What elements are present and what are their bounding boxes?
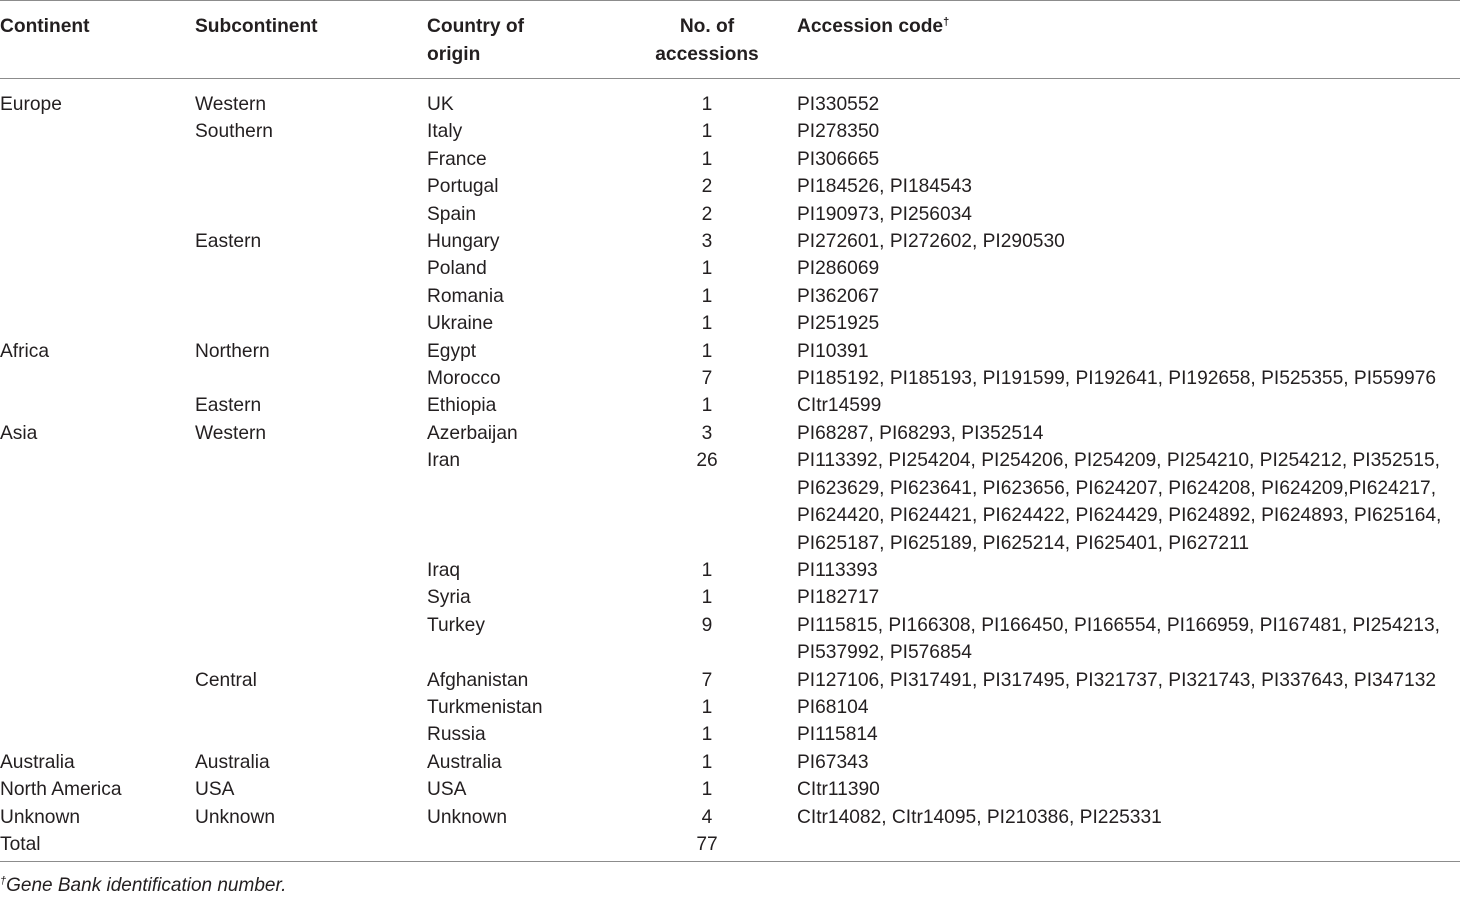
cell-accession-codes: PI68287, PI68293, PI352514 xyxy=(797,422,1044,444)
cell-continent xyxy=(0,392,195,419)
cell-continent xyxy=(0,283,195,310)
table-row xyxy=(0,201,1460,228)
cell-accession-count: 3 xyxy=(701,422,713,444)
table-row xyxy=(0,173,1460,200)
cell-accession-count: 1 xyxy=(701,779,713,801)
cell-country: Iran xyxy=(427,450,461,472)
cell-subcontinent xyxy=(195,721,427,748)
cell-subcontinent xyxy=(195,201,427,228)
cell-accession-codes: PI182717 xyxy=(797,587,880,609)
cell-continent xyxy=(0,584,195,611)
table-row xyxy=(0,283,1460,310)
cell-accession-codes: PI10391 xyxy=(797,340,869,362)
table-row xyxy=(0,694,1460,721)
cell-country: Turkey xyxy=(427,614,485,636)
cell-subcontinent xyxy=(195,584,427,611)
table-row xyxy=(0,79,1460,119)
cell-continent: Total xyxy=(0,833,41,855)
table-row xyxy=(0,392,1460,419)
cell-country: Spain xyxy=(427,203,477,225)
header-code-mark: † xyxy=(943,16,950,28)
cell-accession-codes: PI190973, PI256034 xyxy=(797,203,972,225)
cell-country: Ukraine xyxy=(427,313,494,335)
cell-accession-codes: PI68104 xyxy=(797,696,869,718)
cell-accession-codes xyxy=(797,831,1460,862)
cell-country: Turkmenistan xyxy=(427,696,543,718)
cell-accession-codes: CItr14082, CItr14095, PI210386, PI225331 xyxy=(797,806,1162,828)
cell-country: Iraq xyxy=(427,559,461,581)
cell-subcontinent: Australia xyxy=(195,751,270,773)
header-country-line2: origin xyxy=(427,43,481,65)
table-row xyxy=(0,447,1460,557)
cell-accession-count: 7 xyxy=(701,669,713,691)
cell-subcontinent: Central xyxy=(195,669,257,691)
cell-subcontinent: Western xyxy=(195,94,267,115)
header-code xyxy=(797,1,1460,79)
table-header xyxy=(0,1,1460,79)
cell-continent xyxy=(0,721,195,748)
table-row xyxy=(0,255,1460,282)
cell-accession-count: 1 xyxy=(701,724,713,746)
cell-subcontinent: Eastern xyxy=(195,231,262,253)
table-row xyxy=(0,310,1460,337)
table-row xyxy=(0,749,1460,776)
header-accessions-line1: No. of xyxy=(679,16,735,37)
cell-accession-codes: PI306665 xyxy=(797,148,880,170)
footnote-mark: † xyxy=(0,875,7,887)
cell-continent xyxy=(0,255,195,282)
table-row xyxy=(0,584,1460,611)
cell-continent xyxy=(0,173,195,200)
cell-accession-count: 1 xyxy=(701,751,713,773)
cell-accession-count: 1 xyxy=(701,258,713,280)
cell-subcontinent: Southern xyxy=(195,121,273,143)
cell-continent: Unknown xyxy=(0,806,80,828)
cell-subcontinent xyxy=(195,146,427,173)
cell-accession-codes: PI278350 xyxy=(797,121,880,143)
cell-country: Unknown xyxy=(427,806,507,828)
cell-accession-count: 1 xyxy=(701,587,713,609)
table-row xyxy=(0,118,1460,145)
cell-country xyxy=(427,831,617,862)
cell-country: Azerbaijan xyxy=(427,422,518,444)
cell-subcontinent: Unknown xyxy=(195,806,275,828)
cell-accession-count: 1 xyxy=(701,313,713,335)
cell-continent xyxy=(0,447,195,557)
cell-accession-count: 3 xyxy=(701,231,713,253)
cell-continent: Europe xyxy=(0,94,62,115)
cell-accession-codes: PI115814 xyxy=(797,724,878,746)
header-accessions xyxy=(617,1,797,79)
cell-country: Italy xyxy=(427,121,463,143)
cell-accession-codes: PI330552 xyxy=(797,94,880,115)
cell-continent xyxy=(0,667,195,694)
cell-subcontinent xyxy=(195,557,427,584)
cell-continent xyxy=(0,201,195,228)
cell-accession-codes: CItr11390 xyxy=(797,779,880,801)
header-subcontinent: Subcontinent xyxy=(195,16,318,37)
cell-subcontinent xyxy=(195,612,427,667)
cell-accession-codes: PI113392, PI254204, PI254206, PI254209, PI254210, PI254212, PI352515, PI623629, PI623641, PI623656, PI624207, PI624208, PI624209,PI624217, PI624420, PI624421, PI624422, PI624429, PI624892, PI624893, PI625164, PI625187, PI625189, PI625214, PI625401, PI627211 xyxy=(797,450,1442,554)
table-row xyxy=(0,228,1460,255)
cell-accession-codes: PI115815, PI166308, PI166450, PI166554, PI166959, PI167481, PI254213, PI537992, PI576854 xyxy=(797,614,1440,664)
cell-subcontinent xyxy=(195,173,427,200)
cell-continent: Asia xyxy=(0,422,38,444)
footnote xyxy=(0,874,286,898)
cell-accession-codes: PI362067 xyxy=(797,285,880,307)
cell-country: Egypt xyxy=(427,340,477,362)
cell-accession-codes: PI127106, PI317491, PI317495, PI321737, PI321743, PI337643, PI347132 xyxy=(797,669,1437,691)
table-row xyxy=(0,338,1460,365)
cell-subcontinent xyxy=(195,255,427,282)
cell-subcontinent xyxy=(195,447,427,557)
cell-subcontinent xyxy=(195,365,427,392)
cell-accession-count: 77 xyxy=(696,833,718,855)
cell-continent: Australia xyxy=(0,751,75,773)
cell-continent: Africa xyxy=(0,340,50,362)
table-row xyxy=(0,667,1460,694)
cell-accession-codes: PI272601, PI272602, PI290530 xyxy=(797,231,1065,253)
cell-accession-count: 1 xyxy=(701,94,713,115)
cell-accession-count: 7 xyxy=(701,368,713,390)
cell-subcontinent xyxy=(195,694,427,721)
cell-accession-count: 9 xyxy=(701,614,713,636)
cell-continent xyxy=(0,146,195,173)
table-row xyxy=(0,557,1460,584)
cell-accession-count: 1 xyxy=(701,121,713,143)
table-row xyxy=(0,776,1460,803)
cell-continent xyxy=(0,228,195,255)
header-row xyxy=(0,1,1460,79)
cell-continent xyxy=(0,365,195,392)
cell-continent xyxy=(0,310,195,337)
table-row xyxy=(0,146,1460,173)
table-row xyxy=(0,365,1460,392)
table-body xyxy=(0,79,1460,862)
cell-accession-codes: PI113393 xyxy=(797,559,878,581)
cell-continent xyxy=(0,118,195,145)
cell-subcontinent xyxy=(195,283,427,310)
cell-subcontinent xyxy=(195,310,427,337)
header-code-label: Accession code xyxy=(797,16,944,37)
cell-country: France xyxy=(427,148,487,170)
cell-accession-count: 1 xyxy=(701,559,713,581)
cell-accession-count: 26 xyxy=(696,450,718,472)
cell-accession-count: 1 xyxy=(701,340,713,362)
cell-accession-count: 1 xyxy=(701,285,713,307)
cell-accession-codes: PI184526, PI184543 xyxy=(797,176,972,198)
cell-country: UK xyxy=(427,94,454,115)
cell-country: Portugal xyxy=(427,176,499,198)
table-row xyxy=(0,831,1460,862)
cell-subcontinent: USA xyxy=(195,779,235,801)
cell-continent xyxy=(0,557,195,584)
header-country xyxy=(427,1,617,79)
cell-country: Australia xyxy=(427,751,502,773)
cell-subcontinent: Northern xyxy=(195,340,270,362)
cell-subcontinent: Eastern xyxy=(195,395,262,417)
cell-accession-count: 1 xyxy=(701,696,713,718)
header-accessions-line2: accessions xyxy=(655,43,759,65)
table-row xyxy=(0,420,1460,447)
cell-country: Russia xyxy=(427,724,486,746)
cell-accession-count: 4 xyxy=(701,806,713,828)
header-continent: Continent xyxy=(0,16,90,37)
header-country-line1: Country of xyxy=(427,16,524,37)
cell-country: Hungary xyxy=(427,231,500,253)
cell-country: Poland xyxy=(427,258,487,280)
cell-country: Ethiopia xyxy=(427,395,497,417)
cell-accession-count: 2 xyxy=(701,176,713,198)
cell-accession-count: 1 xyxy=(701,395,713,417)
table-row xyxy=(0,804,1460,831)
cell-continent: North America xyxy=(0,779,122,801)
cell-accession-codes: PI67343 xyxy=(797,751,869,773)
cell-accession-codes: PI185192, PI185193, PI191599, PI192641, PI192658, PI525355, PI559976 xyxy=(797,368,1437,390)
cell-accession-codes: CItr14599 xyxy=(797,395,882,417)
cell-country: Afghanistan xyxy=(427,669,529,691)
table-row xyxy=(0,612,1460,667)
cell-country: USA xyxy=(427,779,467,801)
cell-accession-codes: PI286069 xyxy=(797,258,880,280)
cell-accession-codes: PI251925 xyxy=(797,313,880,335)
cell-accession-count: 2 xyxy=(701,203,713,225)
cell-country: Syria xyxy=(427,587,471,609)
cell-continent xyxy=(0,694,195,721)
cell-subcontinent: Western xyxy=(195,422,267,444)
cell-subcontinent xyxy=(195,831,427,862)
cell-country: Romania xyxy=(427,285,504,307)
cell-accession-count: 1 xyxy=(701,148,713,170)
cell-country: Morocco xyxy=(427,368,501,390)
table-row xyxy=(0,721,1460,748)
footnote-text: Gene Bank identification number. xyxy=(6,875,287,896)
cell-continent xyxy=(0,612,195,667)
